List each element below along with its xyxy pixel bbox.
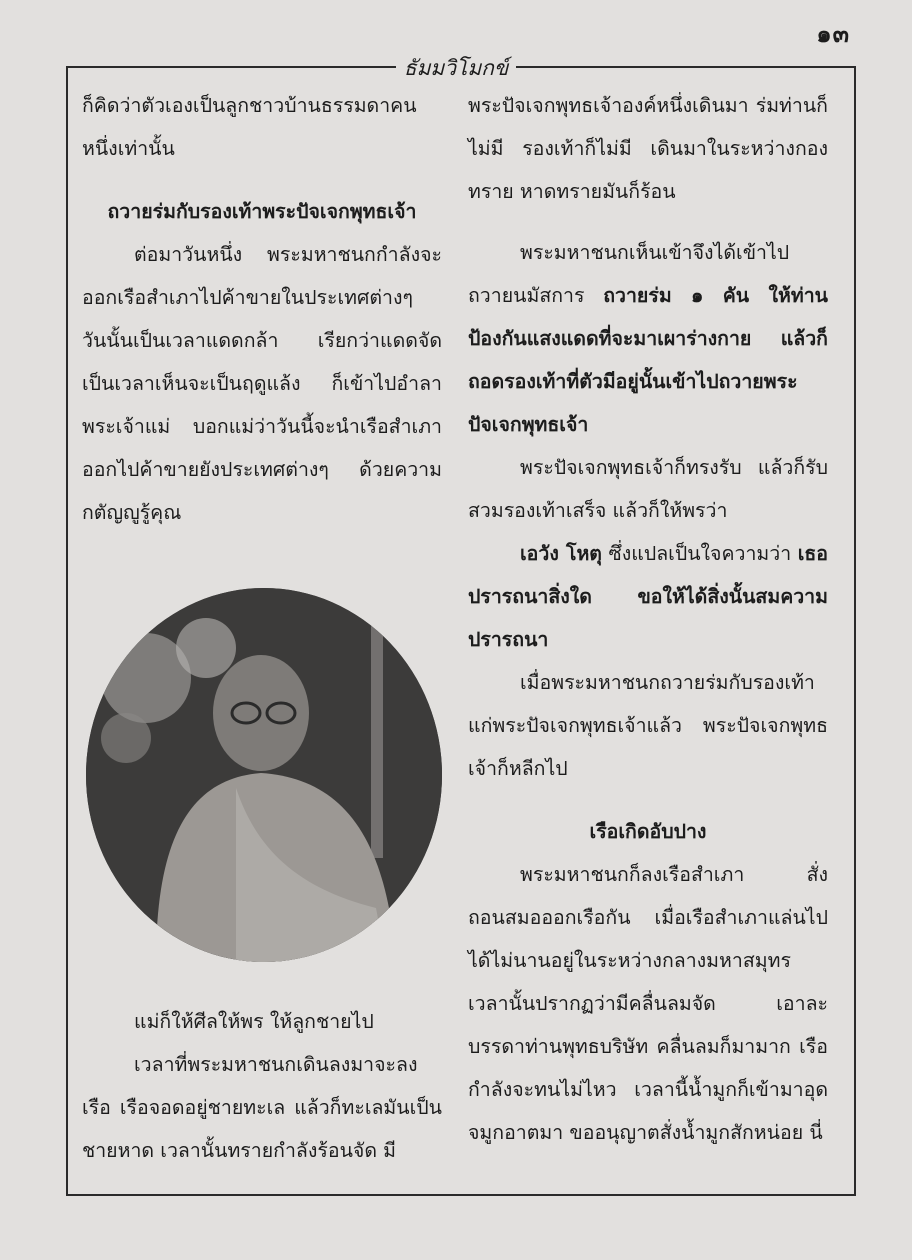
paragraph: เวลาที่พระมหาชนกเดินลงมาจะลงเรือ เรือจอดอยู่ชายทะเล แล้วก็ทะเลมันเป็นชายหาด เวลานั้นทรายกำลังร้อนจัด มี bbox=[82, 1053, 442, 1162]
paragraph: ก็คิดว่าตัวเองเป็นลูกชาวบ้านธรรมดาคนหนึ่งเท่านั้น bbox=[82, 94, 417, 160]
monk-photo bbox=[86, 588, 442, 962]
paragraph: พระมหาชนกก็ลงเรือสำเภา สั่งถอนสมอออกเรือกัน เมื่อเรือสำเภาแล่นไปได้ไม่นานอยู่ในระหว่างกลางมหาสมุทร เวลานั้นปรากฏว่ามีคลื่นลมจัด เอาละบรรดาท่านพุทธบริษัท คลื่นลมก็มามาก เรือกำลังจะทนไม่ไหว เวลานี้น้ำมูกก็เข้ามาอุดจมูกอาตมา ขออนุญาตสั่งน้ำมูกสักหน่อย นี่ bbox=[468, 863, 828, 1144]
text-normal: พระมหาชนกเห็นเข้าจึงได้เข้าไปถวายนมัสการ bbox=[468, 241, 790, 307]
text-bold: เธอปรารถนาสิ่งใด ขอให้ได้สิ่งนั้นสมความปรารถนา bbox=[468, 542, 828, 651]
text-bold: เอวัง โหตุ bbox=[520, 542, 602, 565]
paragraph: แม่ก็ให้ศีลให้พร ให้ลูกชายไป bbox=[134, 1010, 374, 1033]
left-column-bottom bbox=[82, 1000, 442, 1172]
paragraph bbox=[468, 532, 828, 661]
paragraph bbox=[468, 231, 828, 446]
text-normal: ซึ่งแปลเป็นใจความว่า bbox=[601, 542, 798, 565]
paragraph: พระปัจเจกพุทธเจ้าก็ทรงรับ แล้วก็รับสวมรองเท้าเสร็จ แล้วก็ให้พรว่า bbox=[468, 456, 828, 522]
right-column bbox=[468, 84, 828, 1154]
paragraph: เมื่อพระมหาชนกถวายร่มกับรองเท้าแก่พระปัจเจกพุทธเจ้าแล้ว พระปัจเจกพุทธเจ้าก็หลีกไป bbox=[468, 671, 828, 780]
running-header-text: ธัมมวิโมกข์ bbox=[396, 56, 517, 80]
left-column bbox=[82, 84, 442, 534]
running-header bbox=[0, 52, 912, 85]
page-number: ๑๓ bbox=[816, 20, 850, 48]
monk-photo-drawing bbox=[86, 588, 442, 962]
text-bold: ถวายร่ม ๑ คัน ให้ท่านป้องกันแสงแดดที่จะมาเผาร่างกาย แล้วก็ถอดรองเท้าที่ตัวมีอยู่นั้นเข้าไปถวายพระปัจเจกพุทธเจ้า bbox=[468, 284, 828, 436]
paragraph: พระปัจเจกพุทธเจ้าองค์หนึ่งเดินมา ร่มท่านก็ไม่มี รองเท้าก็ไม่มี เดินมาในระหว่างกองทราย หาดทรายมันก็ร้อน bbox=[468, 94, 828, 203]
section-heading: เรือเกิดอับปาง bbox=[589, 820, 707, 843]
section-heading: ถวายร่มกับรองเท้าพระปัจเจกพุทธเจ้า bbox=[107, 200, 417, 223]
paragraph: ต่อมาวันหนึ่ง พระมหาชนกกำลังจะออกเรือสำเภาไปค้าขายในประเทศต่างๆ วันนั้นเป็นเวลาแดดกล้า เรียกว่าแดดจัด เป็นเวลาเห็นจะเป็นฤดูแล้ง ก็เข้าไปอำลาพระเจ้าแม่ บอกแม่ว่าวันนี้จะนำเรือสำเภาออกไปค้าขายยังประเทศต่างๆ ด้วยความกตัญญูรู้คุณ bbox=[82, 243, 442, 524]
